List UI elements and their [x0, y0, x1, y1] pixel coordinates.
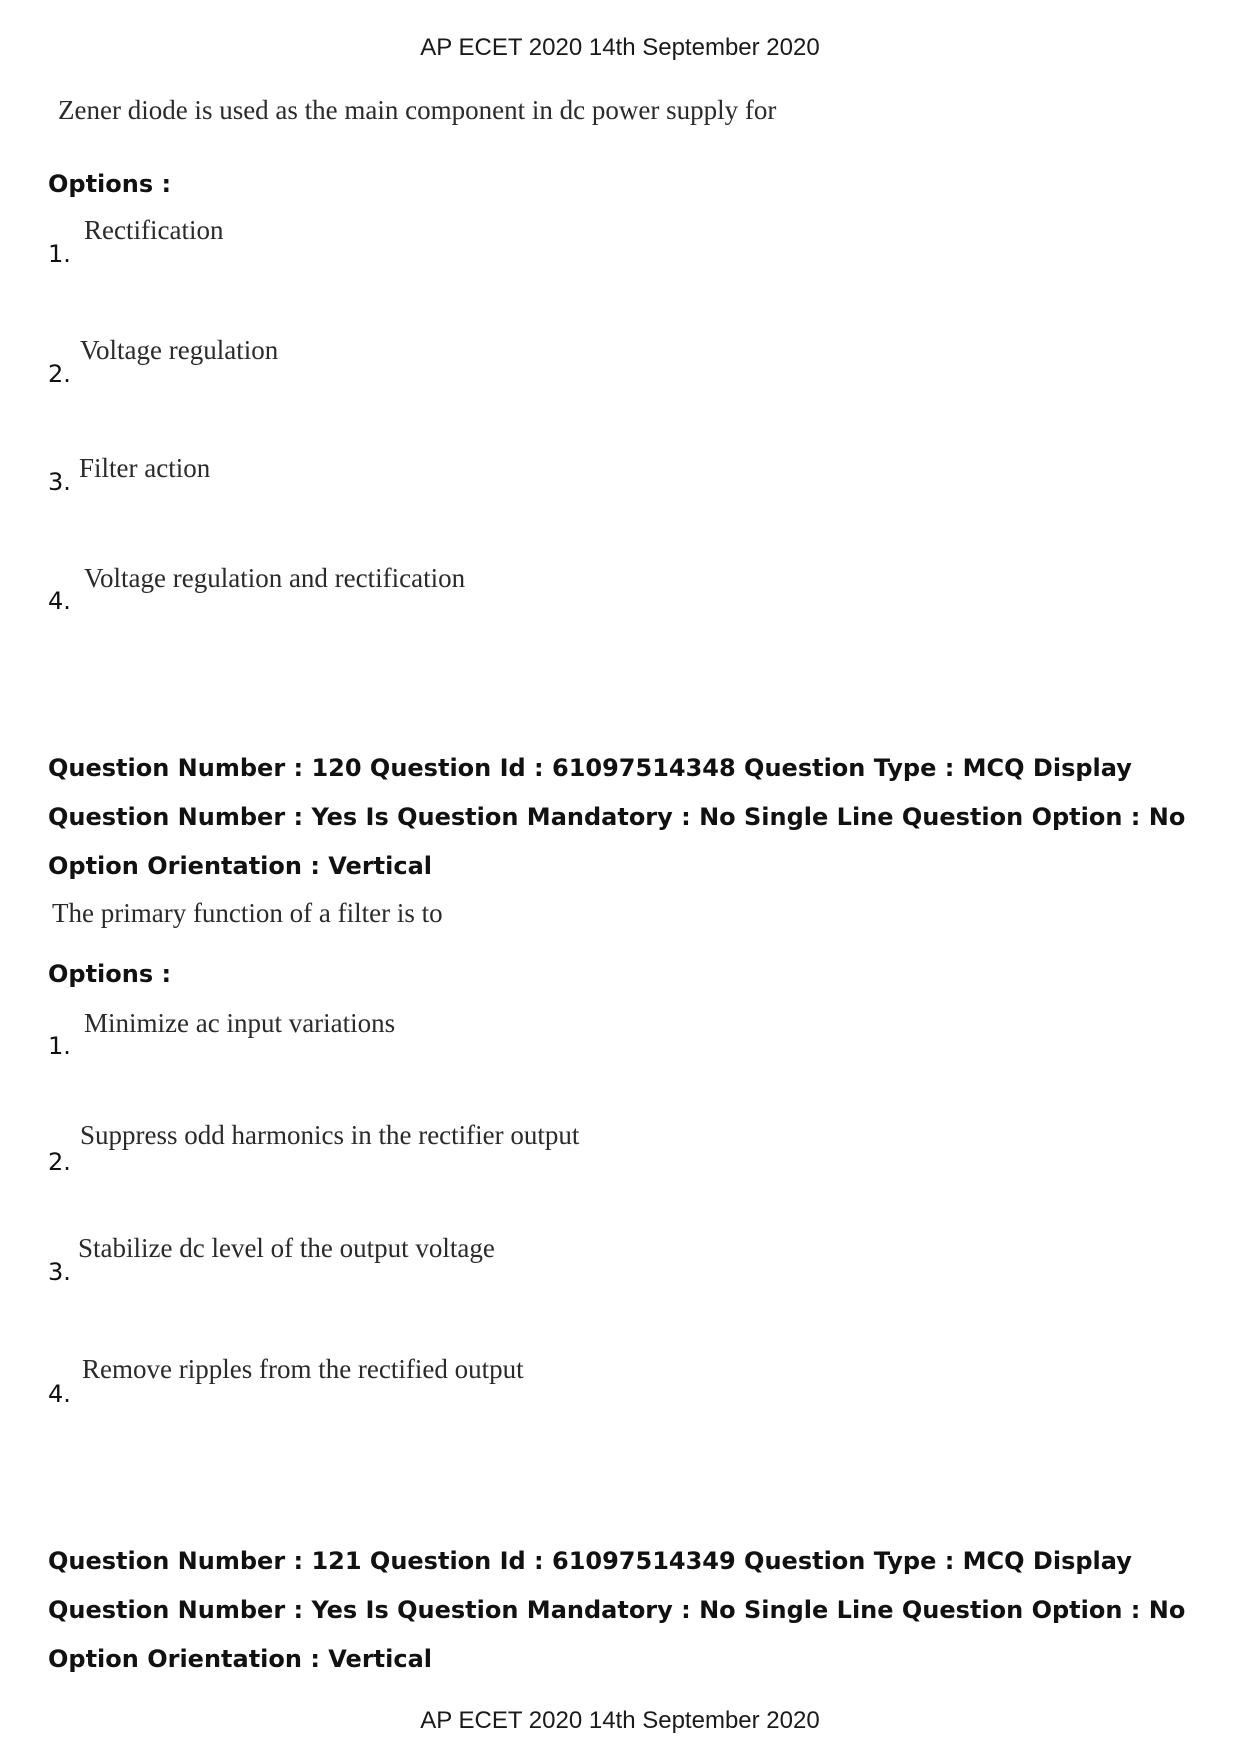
- q120-option-2-text: Suppress odd harmonics in the rectifier output: [80, 1120, 580, 1150]
- q120-option-2-number: 2.: [48, 1148, 71, 1176]
- question-119-text: Zener diode is used as the main component in dc power supply for: [58, 95, 777, 125]
- q120-option-1-text: Minimize ac input variations: [84, 1008, 396, 1038]
- question-121-meta: Question Number : 121 Question Id : 61097514349 Question Type : MCQ Display Question Number : Yes Is Question Mandatory : No Single Line Question Option : No Option Orientation : Vertical: [48, 1547, 1186, 1673]
- q119-option-4-number: 4.: [48, 587, 71, 615]
- q119-option-1-text: Rectification: [84, 215, 224, 245]
- q120-option-4-text: Remove ripples from the rectified output: [82, 1354, 524, 1384]
- q120-option-3-number: 3.: [48, 1258, 71, 1286]
- q119-option-3-text: Filter action: [79, 453, 211, 483]
- q120-option-1-number: 1.: [48, 1032, 71, 1060]
- question-120-options-label: Options :: [48, 960, 172, 988]
- question-120-meta: Question Number : 120 Question Id : 61097514348 Question Type : MCQ Display Question Number : Yes Is Question Mandatory : No Single Line Question Option : No Option Orientation : Vertical: [48, 754, 1186, 880]
- q119-option-1-number: 1.: [48, 240, 71, 268]
- q119-option-2-number: 2.: [48, 360, 71, 388]
- q119-option-3-number: 3.: [48, 468, 71, 496]
- q119-option-4-text: Voltage regulation and rectification: [84, 563, 466, 593]
- question-119-options-label: Options :: [48, 170, 172, 198]
- page-header: AP ECET 2020 14th September 2020: [420, 34, 820, 61]
- q120-option-3-text: Stabilize dc level of the output voltage: [78, 1233, 495, 1263]
- q120-option-4-number: 4.: [48, 1380, 71, 1408]
- q119-option-2-text: Voltage regulation: [80, 335, 279, 365]
- page-footer: AP ECET 2020 14th September 2020: [420, 1707, 820, 1734]
- question-120-text: The primary function of a filter is to: [52, 898, 443, 928]
